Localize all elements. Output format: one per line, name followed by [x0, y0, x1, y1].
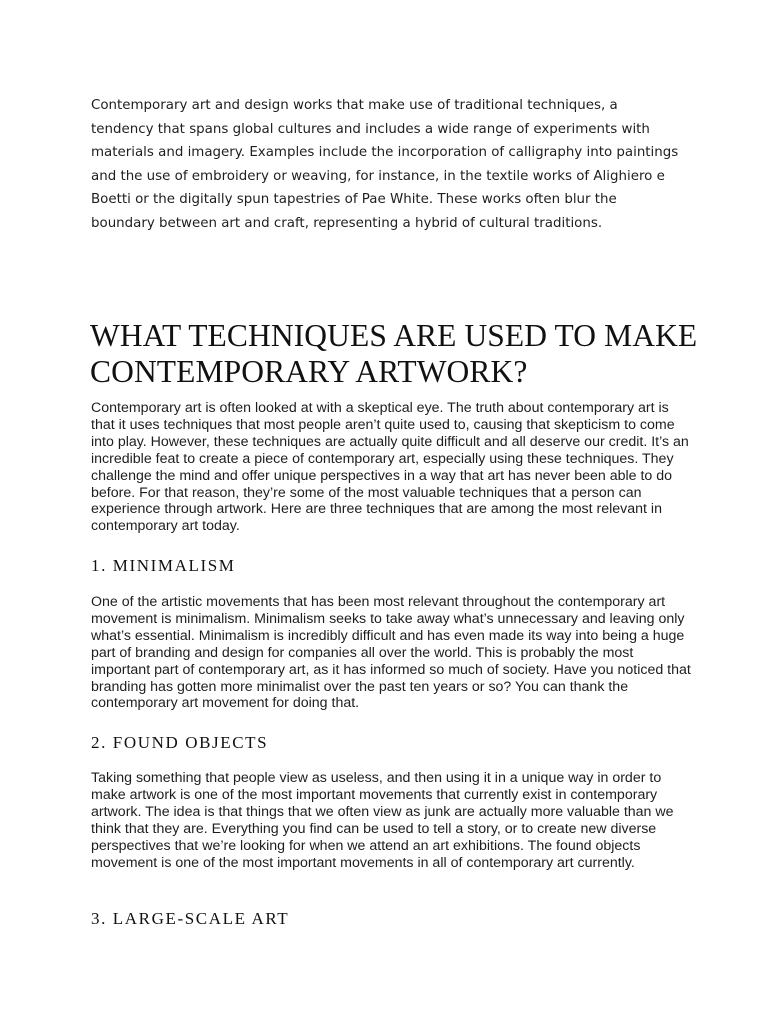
section-heading-large-scale-art: 3. LARGE-SCALE ART [91, 909, 290, 928]
section-text-found-objects: Taking something that people view as useless, and then using it in a unique way in order to make artwork is one of the most important movements that currently exist in contemporary artwork. The idea is that things that we often view as junk are actually more valuable than we think that they are. Everything you find can be used to tell a story, or to create new diverse perspectives that we’re looking for when we attend an art exhibitions. The found objects movement is one of the most important movements in all of contemporary art currently. [91, 770, 674, 871]
page-heading: WHAT TECHNIQUES ARE USED TO MAKE CONTEMPORARY ARTWORK? [90, 318, 698, 389]
intro-paragraph: Contemporary art and design works that make use of traditional techniques, a tendency that spans global cultures and includes a wide range of experiments with materials and imagery. Examples include the incorporation of calligraphy into paintings and the use of embroidery or weaving, for instance, in the textile works of Alighiero e Boetti or the digitally spun tapestries of Pae White. These works often blur the boundary between art and craft, representing a hybrid of cultural traditions. [91, 98, 679, 231]
section-heading-found-objects: 2. FOUND OBJECTS [91, 733, 269, 752]
techniques-paragraph: Contemporary art is often looked at with a skeptical eye. The truth about contemporary art is that it uses techniques that most people aren’t quite used to, causing that skepticism to come into play. However, these techniques are actually quite difficult and all deserve our credit. It’s an incredible feat to create a piece of contemporary art, especially using these techniques. They challenge the mind and offer unique perspectives in a way that art has never been able to do before. For that reason, they’re some of the most valuable techniques that a person can experience through artwork. Here are three techniques that are among the most relevant in contemporary art today. [91, 400, 689, 535]
section-text-minimalism: One of the artistic movements that has been most relevant throughout the contemporary art movement is minimalism. Minimalism seeks to take away what’s unnecessary and leaving only what’s essential. Minimalism is incredibly difficult and has even made its way into being a huge part of branding and design for companies all over the world. This is probably the most important part of contemporary art, as it has informed so much of society. Have you noticed that branding has gotten more minimalist over the past ten years or so? You can thank the contemporary art movement for doing that. [91, 594, 691, 712]
section-heading-minimalism: 1. MINIMALISM [91, 556, 236, 575]
